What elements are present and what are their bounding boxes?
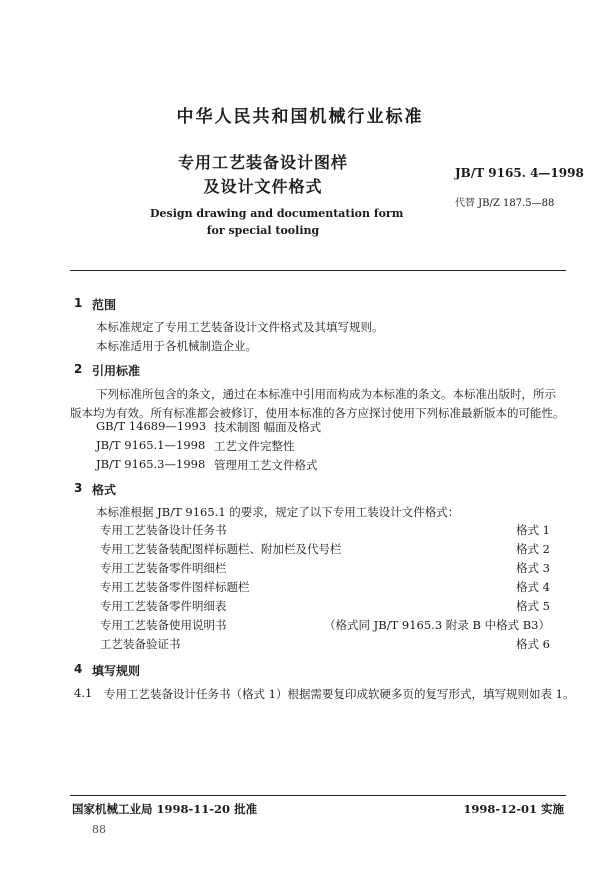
standard-organization: 中华人民共和国机械行业标准 bbox=[176, 107, 424, 127]
section-1-paragraph-1: 本标准规定了专用工艺装备设计文件格式及其填写规则。 bbox=[96, 320, 384, 334]
reference-code: GB/T 14689—1993 bbox=[96, 419, 207, 433]
reference-title: 技术制图 幅面及格式 bbox=[214, 420, 322, 434]
approval-date: 国家机械工业局 1998-11-20 批准 bbox=[72, 802, 258, 816]
footer-rule bbox=[70, 795, 566, 796]
section-1-number: 1 bbox=[74, 296, 83, 310]
replaces-standard: 代替 JB/Z 187.5—88 bbox=[455, 198, 555, 209]
section-4-number: 4 bbox=[74, 662, 83, 676]
standard-number: JB/T 9165. 4—1998 bbox=[455, 166, 584, 180]
format-code: 格式 6 bbox=[516, 637, 550, 651]
section-2-title: 引用标准 bbox=[92, 364, 141, 378]
header-rule bbox=[70, 270, 566, 271]
page-number: 88 bbox=[92, 823, 106, 836]
section-3-number: 3 bbox=[74, 481, 83, 495]
reference-code: JB/T 9165.1—1998 bbox=[96, 438, 206, 452]
clause-4-1-number: 4.1 bbox=[74, 686, 93, 700]
format-code: 格式 3 bbox=[516, 561, 550, 575]
format-code: 格式 5 bbox=[516, 599, 550, 613]
format-code: （格式同 JB/T 9165.3 附录 B 中格式 B3） bbox=[324, 618, 550, 632]
effective-date: 1998-12-01 实施 bbox=[463, 802, 564, 816]
section-3-intro: 本标准根据 JB/T 9165.1 的要求，规定了以下专用工装设计文件格式： bbox=[96, 505, 460, 519]
english-title-line1: Design drawing and documentation form bbox=[150, 207, 404, 220]
standard-title-line2: 及设计文件格式 bbox=[203, 177, 323, 196]
format-name: 专用工艺装备零件明细表 bbox=[100, 599, 227, 613]
format-code: 格式 2 bbox=[516, 542, 550, 556]
format-name: 专用工艺装备零件图样标题栏 bbox=[100, 580, 250, 594]
format-name: 专用工艺装备装配图样标题栏、附加栏及代号栏 bbox=[100, 542, 342, 556]
clause-4-1-text: 专用工艺装备设计任务书（格式 1）根据需要复印成软硬多页的复写形式，填写规则如表 1。 bbox=[104, 687, 575, 701]
reference-title: 工艺文件完整性 bbox=[214, 439, 295, 453]
section-2-intro: 下列标准所包含的条文，通过在本标准中引用而构成为本标准的条文。本标准出版时，所示版本均为有效。所有标准都会被修订，使用本标准的各方应探讨使用下列标准最新版本的可能性。 bbox=[70, 387, 565, 420]
section-2-number: 2 bbox=[74, 362, 83, 376]
format-name: 专用工艺装备零件明细栏 bbox=[100, 561, 227, 575]
section-3-title: 格式 bbox=[92, 483, 117, 497]
standard-title-line1: 专用工艺装备设计图样 bbox=[177, 153, 348, 172]
format-code: 格式 4 bbox=[516, 580, 550, 594]
section-4-title: 填写规则 bbox=[92, 664, 141, 678]
format-name: 工艺装备验证书 bbox=[100, 637, 181, 651]
reference-code: JB/T 9165.3—1998 bbox=[96, 457, 206, 471]
format-name: 专用工艺装备设计任务书 bbox=[100, 523, 227, 537]
reference-title: 管理用工艺文件格式 bbox=[214, 458, 318, 472]
format-name: 专用工艺装备使用说明书 bbox=[100, 618, 227, 632]
format-code: 格式 1 bbox=[516, 523, 550, 537]
english-title-line2: for special tooling bbox=[206, 224, 320, 237]
section-1-title: 范围 bbox=[92, 298, 117, 312]
section-1-paragraph-2: 本标准适用于各机械制造企业。 bbox=[96, 339, 257, 353]
